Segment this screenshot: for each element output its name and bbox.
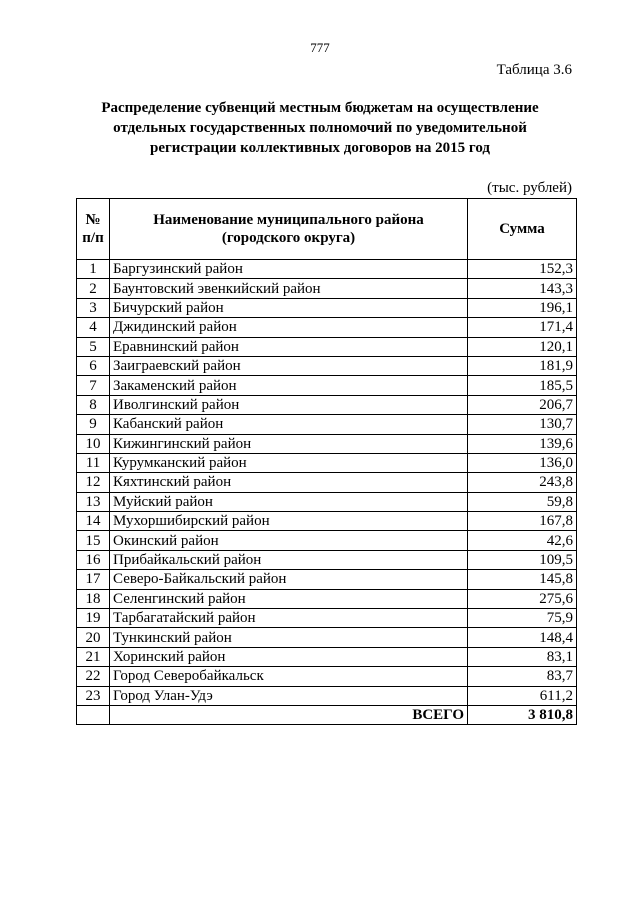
table-row — [77, 318, 577, 337]
table-row — [77, 589, 577, 608]
row-name: Город Северобайкальск — [110, 667, 468, 686]
row-sum: 171,4 — [468, 318, 577, 337]
row-number: 8 — [77, 395, 110, 414]
row-sum: 75,9 — [468, 609, 577, 628]
row-name: Заиграевский район — [110, 356, 468, 375]
row-number: 6 — [77, 356, 110, 375]
row-number: 9 — [77, 415, 110, 434]
row-name: Кабанский район — [110, 415, 468, 434]
total-label: ВСЕГО — [110, 705, 468, 724]
row-number: 3 — [77, 298, 110, 317]
title-line-2: отдельных государственных полномочий по уведомительной — [113, 120, 527, 136]
row-sum: 148,4 — [468, 628, 577, 647]
page-number: 777 — [310, 40, 330, 55]
row-name: Бичурский район — [110, 298, 468, 317]
subvention-table — [76, 198, 577, 725]
header-number — [77, 199, 110, 260]
row-name: Хоринский район — [110, 647, 468, 666]
table-row — [77, 415, 577, 434]
row-name: Еравнинский район — [110, 337, 468, 356]
table-row — [77, 512, 577, 531]
row-number: 23 — [77, 686, 110, 705]
header-name-line1: Наименование муниципального района — [153, 212, 424, 228]
document-title — [80, 98, 560, 158]
table-row — [77, 609, 577, 628]
table-row — [77, 667, 577, 686]
row-sum: 611,2 — [468, 686, 577, 705]
table-label: Таблица 3.6 — [496, 62, 572, 78]
total-sum: 3 810,8 — [468, 705, 577, 724]
row-number: 11 — [77, 453, 110, 472]
row-name: Город Улан-Удэ — [110, 686, 468, 705]
header-name — [110, 199, 468, 260]
row-number: 19 — [77, 609, 110, 628]
row-name: Курумканский район — [110, 453, 468, 472]
row-name: Тарбагатайский район — [110, 609, 468, 628]
row-name: Баунтовский эвенкийский район — [110, 279, 468, 298]
row-sum: 206,7 — [468, 395, 577, 414]
row-number: 21 — [77, 647, 110, 666]
row-number: 10 — [77, 434, 110, 453]
row-sum: 109,5 — [468, 550, 577, 569]
table-row — [77, 647, 577, 666]
row-sum: 120,1 — [468, 337, 577, 356]
table-row — [77, 686, 577, 705]
row-number: 5 — [77, 337, 110, 356]
row-number: 17 — [77, 570, 110, 589]
row-number: 7 — [77, 376, 110, 395]
title-line-3: регистрации коллективных договоров на 2015 год — [150, 140, 490, 156]
table-row — [77, 376, 577, 395]
row-number: 12 — [77, 473, 110, 492]
row-name: Северо-Байкальский район — [110, 570, 468, 589]
table-row — [77, 298, 577, 317]
row-name: Джидинский район — [110, 318, 468, 337]
row-name: Мухоршибирский район — [110, 512, 468, 531]
row-number: 4 — [77, 318, 110, 337]
row-sum: 181,9 — [468, 356, 577, 375]
header-sum: Сумма — [468, 199, 577, 260]
row-sum: 83,1 — [468, 647, 577, 666]
row-sum: 145,8 — [468, 570, 577, 589]
row-number: 20 — [77, 628, 110, 647]
row-sum: 196,1 — [468, 298, 577, 317]
row-sum: 83,7 — [468, 667, 577, 686]
table-row — [77, 356, 577, 375]
table-row — [77, 434, 577, 453]
row-sum: 185,5 — [468, 376, 577, 395]
total-empty-cell — [77, 705, 110, 724]
table-row — [77, 473, 577, 492]
table-body — [77, 260, 577, 706]
row-name: Муйский район — [110, 492, 468, 511]
title-line-1: Распределение субвенций местным бюджетам на осуществление — [101, 100, 539, 116]
row-sum: 59,8 — [468, 492, 577, 511]
table-row — [77, 492, 577, 511]
row-name: Баргузинский район — [110, 260, 468, 279]
table-row — [77, 570, 577, 589]
row-number: 14 — [77, 512, 110, 531]
table-row — [77, 279, 577, 298]
row-number: 16 — [77, 550, 110, 569]
row-name: Закаменский район — [110, 376, 468, 395]
header-number-line2: п/п — [82, 230, 104, 246]
header-name-line2: (городского округа) — [221, 230, 356, 246]
row-sum: 42,6 — [468, 531, 577, 550]
row-sum: 167,8 — [468, 512, 577, 531]
row-sum: 243,8 — [468, 473, 577, 492]
table-header-row — [77, 199, 577, 260]
row-name: Тункинский район — [110, 628, 468, 647]
table-row — [77, 531, 577, 550]
row-number: 2 — [77, 279, 110, 298]
row-sum: 139,6 — [468, 434, 577, 453]
row-sum: 136,0 — [468, 453, 577, 472]
row-number: 18 — [77, 589, 110, 608]
row-number: 15 — [77, 531, 110, 550]
row-name: Кижингинский район — [110, 434, 468, 453]
table-row — [77, 550, 577, 569]
units-note: (тыс. рублей) — [487, 180, 572, 196]
row-number: 22 — [77, 667, 110, 686]
row-number: 1 — [77, 260, 110, 279]
row-name: Селенгинский район — [110, 589, 468, 608]
header-number-line1: № — [85, 212, 101, 228]
row-name: Прибайкальский район — [110, 550, 468, 569]
row-name: Иволгинский район — [110, 395, 468, 414]
table-row — [77, 260, 577, 279]
row-sum: 152,3 — [468, 260, 577, 279]
table-row — [77, 453, 577, 472]
row-sum: 275,6 — [468, 589, 577, 608]
table-row — [77, 395, 577, 414]
table-row — [77, 337, 577, 356]
total-row — [77, 705, 577, 724]
row-number: 13 — [77, 492, 110, 511]
row-name: Кяхтинский район — [110, 473, 468, 492]
row-sum: 130,7 — [468, 415, 577, 434]
table-row — [77, 628, 577, 647]
row-name: Окинский район — [110, 531, 468, 550]
row-sum: 143,3 — [468, 279, 577, 298]
